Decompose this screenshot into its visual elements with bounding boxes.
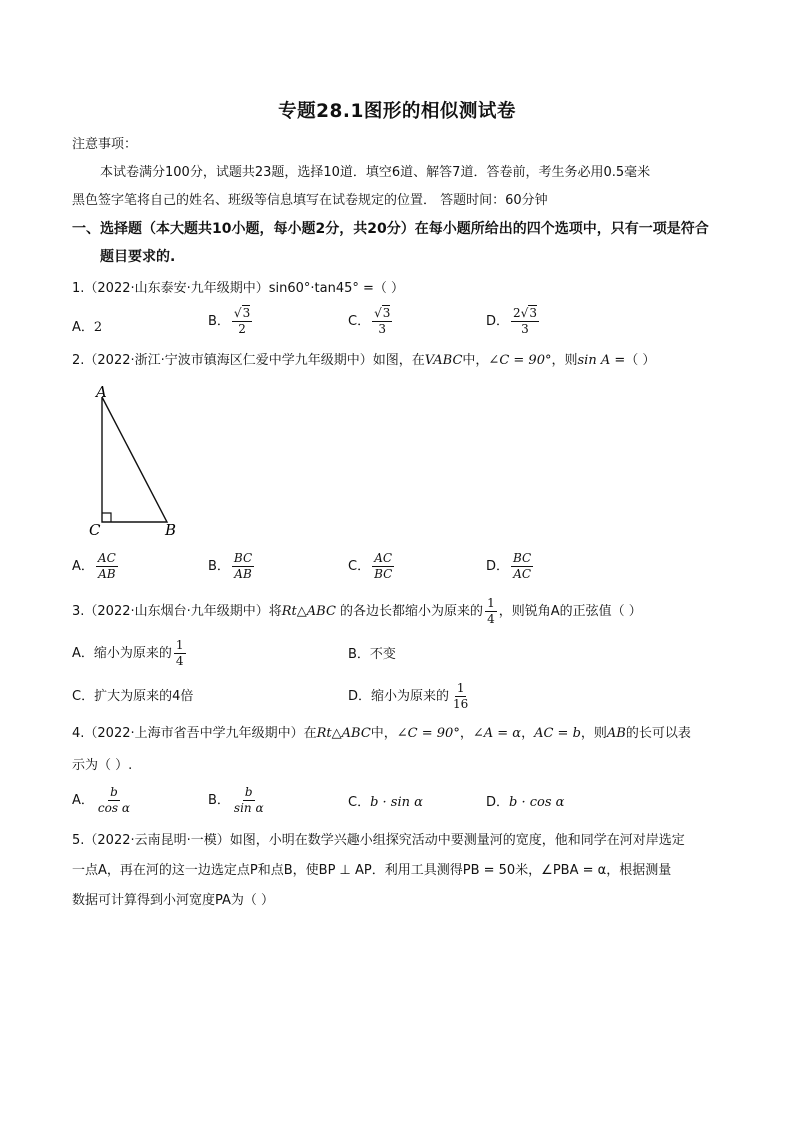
q3-option-d-label: D． [348, 689, 372, 704]
q2-option-c-label: C． [348, 559, 371, 574]
q4-condition-1: ∠C = 90° [396, 726, 460, 741]
q1-option-c-radicand: 3 [382, 306, 391, 320]
q4-option-c-label: C． [348, 795, 371, 810]
q3-option-d-denominator: 16 [453, 697, 469, 711]
vertex-label-c: C [89, 521, 101, 539]
q1-option-d-label: D． [486, 314, 510, 329]
q2-option-c-numerator: AC [374, 551, 393, 565]
q3-option-a[interactable] [72, 638, 188, 669]
q1-option-c-label: C． [348, 314, 371, 329]
triangle-abc [102, 397, 167, 522]
q3-option-c-label: C． [72, 689, 95, 704]
q2-option-a-label: A． [72, 559, 94, 574]
notice-line-2: 黑色签字笔将自己的姓名、班级等信息填写在试卷规定的位置． 答题时间：60分钟 [72, 193, 548, 208]
q3-option-c-text: 扩大为原来的4倍 [94, 689, 194, 704]
q4-option-b-denominator: sin α [233, 801, 264, 815]
q4-option-a-label: A． [72, 793, 94, 808]
q1-option-d-radicand: 3 [529, 306, 537, 320]
q2-option-b-numerator: BC [233, 551, 253, 565]
q4-option-d-label: D． [486, 795, 510, 810]
q2-option-d-numerator: BC [513, 551, 532, 565]
q3-stem [72, 596, 642, 627]
q3-stem-mid: 的各边长都缩小为原来的 [340, 604, 484, 619]
q4-option-b[interactable] [208, 785, 268, 816]
section-heading-line-2: 题目要求的. [100, 249, 176, 265]
q2-stem [72, 352, 655, 370]
q2-stem-post: ，则 [551, 353, 578, 368]
q2-triangle-figure [85, 382, 195, 542]
q4-option-a-numerator: b [110, 785, 118, 799]
q4-stem-pre: 4.（2022·上海市省吾中学九年级期中）在 [72, 726, 317, 741]
q3-stem-pre: 3.（2022·山东烟台·九年级期中）将 [72, 604, 282, 619]
q3-option-d-text: 缩小为原来的 [371, 689, 450, 704]
q5-stem-line-3: 数据可计算得到小河宽度PA为（ ） [72, 893, 275, 908]
q3-option-a-text: 缩小为原来的 [93, 646, 172, 661]
q3-fraction-denominator: 4 [487, 612, 495, 626]
q3-triangle: Rt△ABC [281, 604, 336, 619]
section-heading-line-1: 一、选择题（本大题共10小题，每小题2分，共20分）在每小题所给出的四个选项中，只有一项是符合 [72, 221, 709, 237]
q4-target: AB [606, 726, 626, 741]
q5-stem-line-2: 一点A，再在河的这一边选定点P和点B，使BP ⊥ AP．利用工具测得PB = 50米，∠PBA = α，根据测量 [72, 863, 672, 878]
vertex-label-a: A [96, 383, 107, 401]
q4-option-b-numerator: b [244, 785, 253, 799]
q3-fraction-numerator: 1 [487, 596, 495, 610]
q4-stem-mid: 中， [370, 726, 397, 741]
q2-stem-end: =（ ） [610, 353, 656, 368]
right-angle-mark [102, 513, 111, 522]
q4-condition-3: AC = b [534, 726, 581, 741]
q2-option-c-denominator: BC [374, 567, 393, 581]
q2-option-a-numerator: AC [97, 551, 116, 565]
q1-option-a-label: A． [72, 320, 94, 335]
q3-option-b-label: B． [348, 647, 370, 662]
q4-option-d-value: b · cos α [509, 795, 565, 810]
notice-line-1: 本试卷满分100分，试题共23题，选择10道．填空6道、解答7道．答卷前，考生务必用0.5毫米 [100, 165, 651, 180]
page-title: 专题28.1图形的相似测试卷 [278, 101, 516, 122]
q1-option-d-denominator: 3 [521, 322, 529, 336]
q1-option-a-value: 2 [93, 320, 103, 335]
q2-angle: ∠C = 90° [488, 353, 552, 368]
q4-option-d[interactable] [486, 794, 564, 812]
q1-option-d[interactable]: D． $\frac{2√3}{3}$ [486, 306, 537, 336]
q2-stem-mid: 中， [462, 353, 489, 368]
q2-option-b-denominator: AB [234, 567, 252, 581]
q3-option-b[interactable] [348, 646, 396, 664]
q3-option-a-numerator: 1 [175, 638, 184, 652]
q3-stem-post: ，则锐角A的正弦值（ ） [498, 604, 642, 619]
q1-option-a[interactable] [72, 316, 102, 335]
q3-option-c[interactable] [72, 688, 193, 706]
q4-option-c-value: b · sin α [370, 795, 423, 810]
q5-stem-line-1: 5.（2022·云南昆明·一模）如图，小明在数学兴趣小组探究活动中要测量河的宽度，他和同学在河对岸选定 [72, 833, 685, 848]
q2-target: sin A [577, 353, 611, 368]
q1-option-b[interactable]: B． $\frac{√3}{2}$ [208, 306, 251, 336]
q2-option-a-denominator: AB [98, 567, 116, 581]
q1-option-d-coefficient: 2 [513, 306, 521, 320]
vertex-label-b: B [165, 521, 177, 539]
q2-triangle: VABC [424, 353, 463, 368]
q2-option-a[interactable] [72, 551, 120, 582]
q4-stem-post: ，则 [580, 726, 607, 741]
q2-option-d-denominator: AC [513, 567, 532, 581]
q1-option-b-label: B． [208, 314, 230, 329]
q1-option-b-denominator: 2 [238, 322, 246, 336]
q3-option-a-label: A． [72, 646, 94, 661]
q1-option-b-radicand: 3 [242, 306, 251, 320]
q2-option-c[interactable] [348, 551, 396, 582]
q2-option-d-label: D． [486, 559, 510, 574]
q1-option-c[interactable]: C． $\frac{√3}{3}$ [348, 306, 391, 336]
q4-condition-2: ∠A = α [472, 726, 522, 741]
q4-option-b-label: B． [208, 793, 230, 808]
q3-option-a-denominator: 4 [175, 654, 184, 668]
q4-option-c[interactable] [348, 794, 423, 812]
q4-option-a-denominator: cos α [97, 801, 130, 815]
q2-stem-pre: 2.（2022·浙江·宁波市镇海区仁爱中学九年级期中）如图，在 [72, 353, 425, 368]
q3-option-d[interactable] [348, 681, 472, 712]
q3-option-d-numerator: 1 [456, 681, 465, 695]
q4-option-a[interactable] [72, 785, 134, 816]
q4-stem-line-1: 4.（2022·上海市省吾中学九年级期中）在Rt△ABC中，∠C = 90°，∠A = α，AC = b，则AB的长可以表 [72, 726, 691, 741]
q3-option-b-text: 不变 [369, 647, 396, 662]
q1-stem: 1.（2022·山东泰安·九年级期中）sin60°·tan45° =（ ） [72, 281, 405, 296]
q4-stem-line-2: 示为（ ）. [72, 758, 133, 773]
notice-heading: 注意事项： [72, 137, 138, 152]
q4-triangle: Rt△ABC [316, 726, 371, 741]
q2-option-d[interactable] [486, 551, 535, 582]
q4-stem-end: 的长可以表 [625, 726, 691, 741]
q2-option-b-label: B． [208, 559, 230, 574]
q1-option-c-denominator: 3 [378, 322, 387, 336]
q2-option-b[interactable] [208, 551, 256, 582]
